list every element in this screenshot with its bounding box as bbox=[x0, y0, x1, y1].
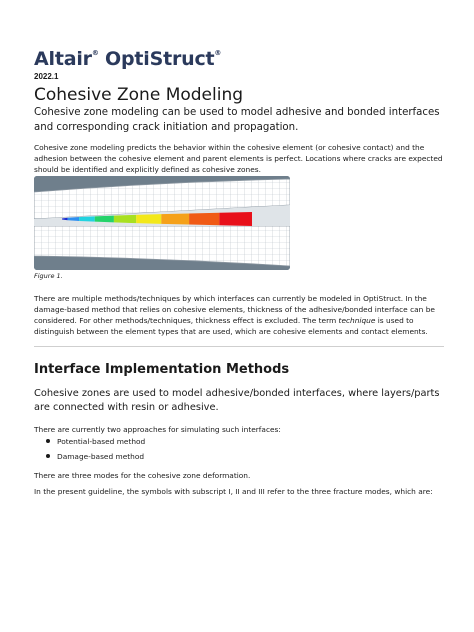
page-title: Cohesive Zone Modeling bbox=[34, 85, 244, 105]
methods-text-end: is used to distinguish between the element types that are used, which are cohesive elements and contact elements. bbox=[34, 316, 428, 336]
modes-paragraph: There are three modes for the cohesive zone deformation. bbox=[34, 471, 251, 480]
gradient-segment bbox=[161, 213, 189, 224]
gradient-segment bbox=[219, 212, 252, 226]
methods-paragraph bbox=[34, 293, 446, 337]
guideline-paragraph: In the present guideline, the symbols with subscript I, II and III refer to the three fracture modes, which are: bbox=[34, 487, 433, 496]
methods-text-start: There are multiple methods/techniques by which interfaces can currently be modeled in OptiStruct. In the damage-based method that relies on cohesive elements, thickness of the adhesive/bonded interface can be considered. For other methods/techniques, thickness effect is excluded. The term bbox=[34, 294, 435, 325]
product-trademark: ® bbox=[214, 49, 222, 57]
list-item: Potential-based method bbox=[34, 436, 145, 447]
approaches-list bbox=[34, 436, 145, 466]
gradient-segment bbox=[114, 215, 136, 223]
gradient-segment bbox=[79, 216, 95, 221]
section-heading: Interface Implementation Methods bbox=[34, 362, 290, 377]
page-lead: Cohesive zone modeling can be used to model adhesive and bonded interfaces and corresponding crack initiation and propagation. bbox=[34, 107, 440, 133]
technique-term: technique bbox=[338, 316, 376, 325]
brand-header bbox=[34, 48, 221, 70]
version-label: 2022.1 bbox=[34, 72, 59, 81]
cohesive-zone-figure bbox=[34, 176, 290, 270]
brand-trademark: ® bbox=[91, 49, 99, 57]
section-lead: Cohesive zones are used to model adhesive/bonded interfaces, where layers/parts are connected with resin or adhesive. bbox=[34, 388, 440, 413]
section-divider bbox=[34, 346, 444, 347]
gradient-segment bbox=[136, 214, 161, 224]
gradient-segment bbox=[189, 213, 219, 226]
brand-name: Altair bbox=[34, 48, 92, 70]
approaches-intro: There are currently two approaches for simulating such interfaces: bbox=[34, 425, 281, 434]
list-item: Damage-based method bbox=[34, 451, 145, 462]
figure-caption: Figure 1. bbox=[34, 272, 63, 280]
gradient-segment bbox=[95, 216, 114, 223]
product-name: OptiStruct bbox=[105, 48, 215, 70]
intro-paragraph: Cohesive zone modeling predicts the behavior within the cohesive element (or cohesive contact) and the adhesion between the cohesive element and parent elements is perfect. Locations where cracks are expected should be identified and explicitly defined as cohesive zones. bbox=[34, 143, 443, 174]
mesh-illustration bbox=[34, 176, 290, 270]
